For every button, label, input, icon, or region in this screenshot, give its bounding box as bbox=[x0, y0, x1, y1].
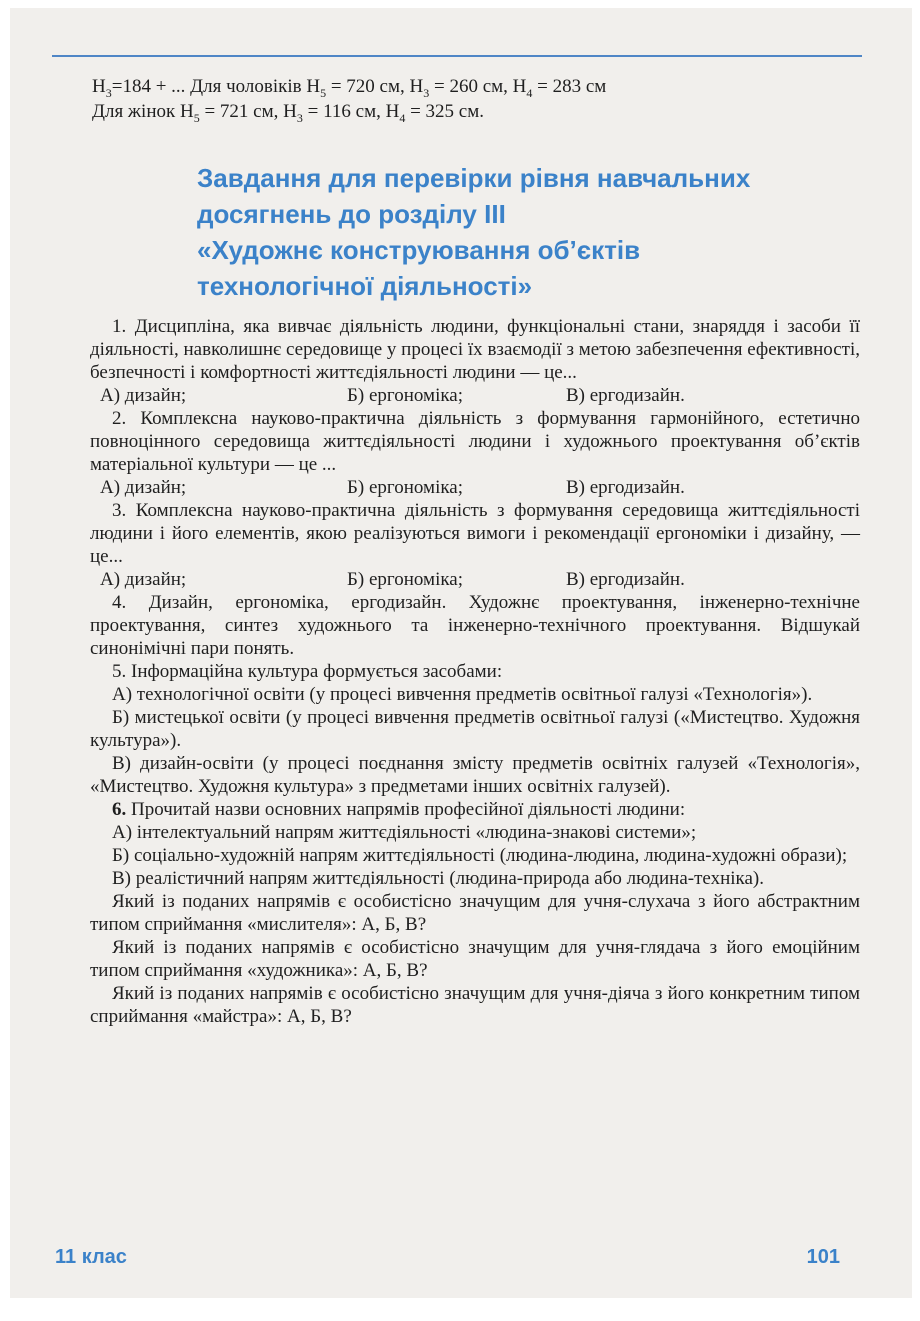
question-6-item-a: А) інтелектуальний напрям життєдіяльності «людина-знакові системи»; bbox=[112, 822, 697, 843]
question-6-subquestion-a: Який із поданих напрямів є особистісно значущим для учня-слухача з його абстрактним типом сприймання «мислителя»: А, Б, В? bbox=[90, 891, 860, 935]
question-6-text: Прочитай назви основних напрямів професійної діяльності людини: bbox=[126, 799, 686, 820]
formula-subscript: 5 bbox=[320, 85, 327, 100]
question-5: 5. Інформаційна культура формується засобами: bbox=[112, 661, 503, 682]
formula-subscript: 3 bbox=[296, 110, 303, 125]
option-b: Б) ергономіка; bbox=[347, 569, 464, 590]
question-6-subquestion-b: Який із поданих напрямів є особистісно значущим для учня-глядача з його емоційним типом сприймання «художника»: А, Б, В? bbox=[90, 937, 860, 981]
formula-text: = 116 см, H bbox=[302, 101, 400, 122]
question-6-item-b: Б) соціально-художній напрям життєдіяльності (людина-людина, людина-художні образи); bbox=[112, 845, 848, 866]
formula-subscript: 3 bbox=[105, 85, 112, 100]
question-2: 2. Комплексна науково-практична діяльність з формування гармонійного, естетично повноцінного середовища життєдіяльності людини і художнього проектування об’єктів матеріальної культури — це ... bbox=[90, 408, 860, 475]
formula-text: =184 + ... Для чоловіків H bbox=[111, 76, 321, 97]
formula-subscript: 4 bbox=[526, 85, 533, 100]
top-rule bbox=[52, 55, 862, 57]
questions-body bbox=[90, 315, 860, 1028]
question-6-item-c: В) реалістичний напрям життєдіяльності (людина-природа або людина-техніка). bbox=[112, 868, 764, 889]
heading-line: досягнень до розділу III bbox=[197, 199, 506, 229]
page-sheet bbox=[10, 8, 912, 1298]
formula-line-1 bbox=[92, 76, 792, 101]
formula-text: = 720 см, H bbox=[326, 76, 424, 97]
option-a: А) дизайн; bbox=[100, 569, 187, 590]
formula-text: = 260 см, H bbox=[429, 76, 527, 97]
formula-line-2 bbox=[92, 101, 792, 126]
option-a: А) дизайн; bbox=[100, 477, 187, 498]
section-heading bbox=[197, 160, 837, 304]
option-b: Б) ергономіка; bbox=[347, 477, 464, 498]
footer-grade: 11 клас bbox=[55, 1246, 127, 1268]
option-c: В) ергодизайн. bbox=[566, 569, 685, 590]
question-4: 4. Дизайн, ергономіка, ергодизайн. Художнє проектування, інженерно-технічне проектування, синтез художнього та інженерно-технічного проектування. Відшукай синонімічні пари понять. bbox=[90, 592, 860, 659]
formula-subscript: 5 bbox=[193, 110, 200, 125]
option-b: Б) ергономіка; bbox=[347, 385, 464, 406]
formula-subscript: 4 bbox=[399, 110, 406, 125]
question-6-number: 6. bbox=[112, 799, 127, 820]
question-2-options bbox=[90, 476, 860, 499]
question-3: 3. Комплексна науково-практична діяльність з формування середовища життєдіяльності людини і його елементів, якою реалізуються вимоги і рекомендації ергономіки і дизайну, — це... bbox=[90, 500, 860, 567]
question-6 bbox=[90, 798, 860, 821]
question-5-item-b: Б) мистецької освіти (у процесі вивчення предметів освітньої галузі («Мистецтво. Художня культура»). bbox=[90, 707, 860, 751]
page-number: 101 bbox=[806, 1246, 840, 1268]
question-1-options bbox=[90, 384, 860, 407]
heading-line: Завдання для перевірки рівня навчальних bbox=[197, 163, 751, 193]
formula-text: Для жінок H bbox=[92, 101, 194, 122]
option-c: В) ергодизайн. bbox=[566, 477, 685, 498]
formula-text: = 283 см bbox=[532, 76, 607, 97]
question-5-item-a: А) технологічної освіти (у процесі вивчення предметів освітньої галузі «Технологія»). bbox=[112, 684, 813, 705]
formula-subscript: 3 bbox=[423, 85, 430, 100]
question-1: 1. Дисципліна, яка вивчає діяльність людини, функціональні стани, знаряддя і засоби її діяльності, навколишнє середовище у процесі їх взаємодії з метою забезпечення ефективності, безпечності і комфортності життєдіяльності людини — це... bbox=[90, 316, 860, 383]
heading-line: «Художнє конструювання об’єктів bbox=[197, 235, 641, 265]
formula-text: = 325 см. bbox=[405, 101, 484, 122]
question-3-options bbox=[90, 568, 860, 591]
option-a: А) дизайн; bbox=[100, 385, 187, 406]
question-6-subquestion-c: Який із поданих напрямів є особистісно значущим для учня-діяча з його конкретним типом сприймання «майстра»: А, Б, В? bbox=[90, 983, 860, 1027]
question-5-item-c: В) дизайн-освіти (у процесі поєднання змісту предметів освітніх галузей «Технологія», «Мистецтво. Художня культура» з предметами інших освітніх галузей). bbox=[90, 753, 860, 797]
option-c: В) ергодизайн. bbox=[566, 385, 685, 406]
heading-line: технологічної діяльності» bbox=[197, 271, 533, 301]
formula-text: H bbox=[92, 76, 106, 97]
formula-text: = 721 см, H bbox=[199, 101, 297, 122]
